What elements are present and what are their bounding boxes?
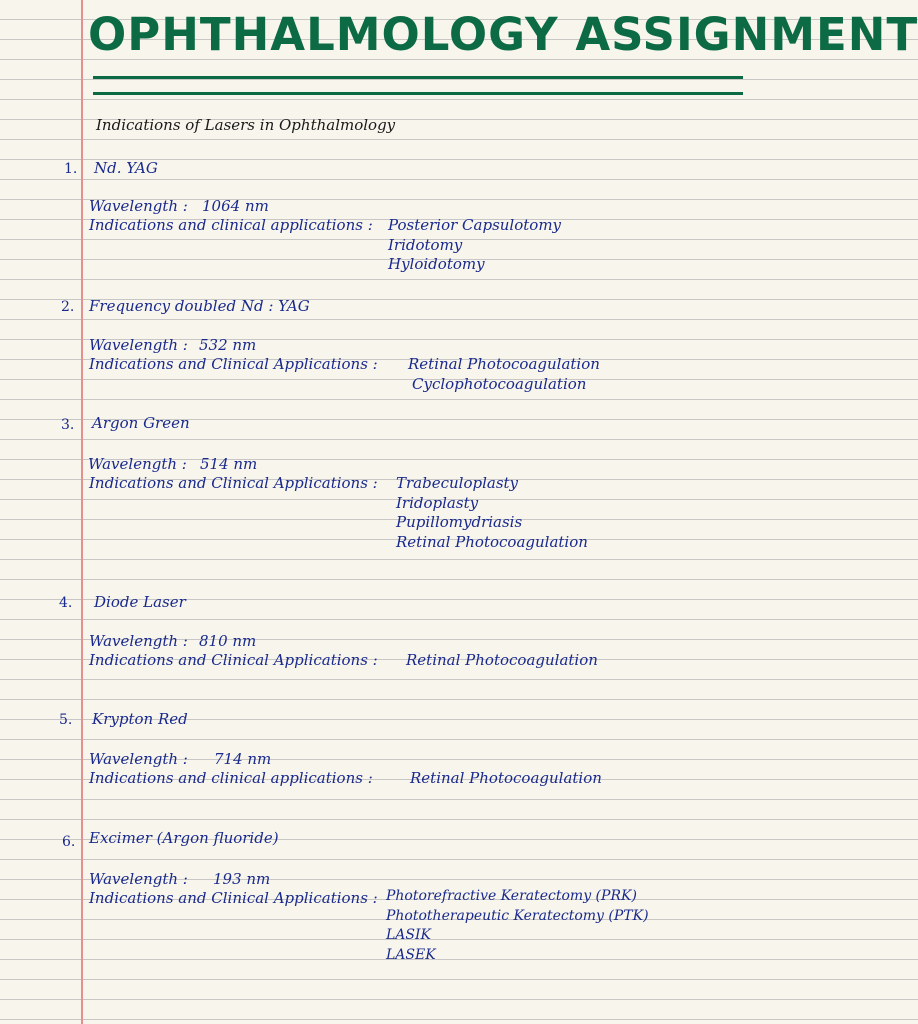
applications-list [386,887,649,965]
title-underline [93,76,743,79]
application-item: Pupillomydriasis [396,513,523,531]
margin-line [81,0,83,1024]
laser-name: Excimer (Argon fluoride) [89,829,279,847]
entry-number: 1. [64,161,78,177]
application-item: Hyloidotomy [388,255,485,273]
laser-name: Nd. YAG [94,159,158,177]
wavelength-label: Wavelength : [89,632,188,650]
application-item: LASEK [386,946,436,963]
laser-name: Krypton Red [92,710,188,728]
wavelength-label: Wavelength : [89,750,188,768]
entry-number: 4. [59,595,73,611]
indications-label: Indications and clinical applications : [89,216,373,234]
application-item: Retinal Photocoagulation [396,532,588,551]
application-item: Cyclophotocoagulation [412,374,587,393]
entry-number: 6. [62,834,76,850]
application-item: Phototherapeutic Keratectomy (PTK) [386,907,649,924]
applications-list [408,355,600,394]
application-item: Trabeculoplasty [396,474,519,492]
wavelength-value: 1064 nm [202,197,269,215]
entry-number: 3. [61,417,75,433]
application-item: Retinal Photocoagulation [406,651,598,669]
laser-name: Frequency doubled Nd : YAG [89,297,310,315]
applications-list [388,216,561,275]
application-item: Posterior Capsulotomy [388,216,562,234]
entry-number: 5. [59,712,73,728]
laser-name: Argon Green [92,414,190,432]
wavelength-value: 193 nm [213,870,271,888]
applications-list [396,474,588,552]
entry-number: 2. [61,299,75,315]
application-item: Iridoplasty [396,493,479,512]
wavelength-label: Wavelength : [88,455,187,473]
application-item: LASIK [386,927,431,943]
wavelength-label: Wavelength : [89,336,188,354]
indications-label: Indications and clinical applications : [89,769,373,787]
indications-label: Indications and Clinical Applications : [89,474,378,492]
subtitle: Indications of Lasers in Ophthalmology [96,116,396,134]
wavelength-label: Wavelength : [89,870,188,888]
indications-label: Indications and Clinical Applications : [89,355,378,373]
indications-label: Indications and Clinical Applications : [89,889,378,907]
wavelength-value: 514 nm [200,455,258,473]
application-item: Photorefractive Keratectomy (PRK) [386,888,637,904]
wavelength-value: 532 nm [199,336,257,354]
title-underline-2 [93,92,743,95]
wavelength-label: Wavelength : [89,197,188,215]
application-item: Retinal Photocoagulation [408,355,600,373]
application-item: Iridotomy [388,235,463,254]
page-title: OPHTHALMOLOGY ASSIGNMENT [88,8,918,61]
wavelength-value: 714 nm [214,750,272,768]
application-item: Retinal Photocoagulation [410,769,602,787]
indications-label: Indications and Clinical Applications : [89,651,378,669]
laser-name: Diode Laser [94,593,186,611]
wavelength-value: 810 nm [199,632,257,650]
